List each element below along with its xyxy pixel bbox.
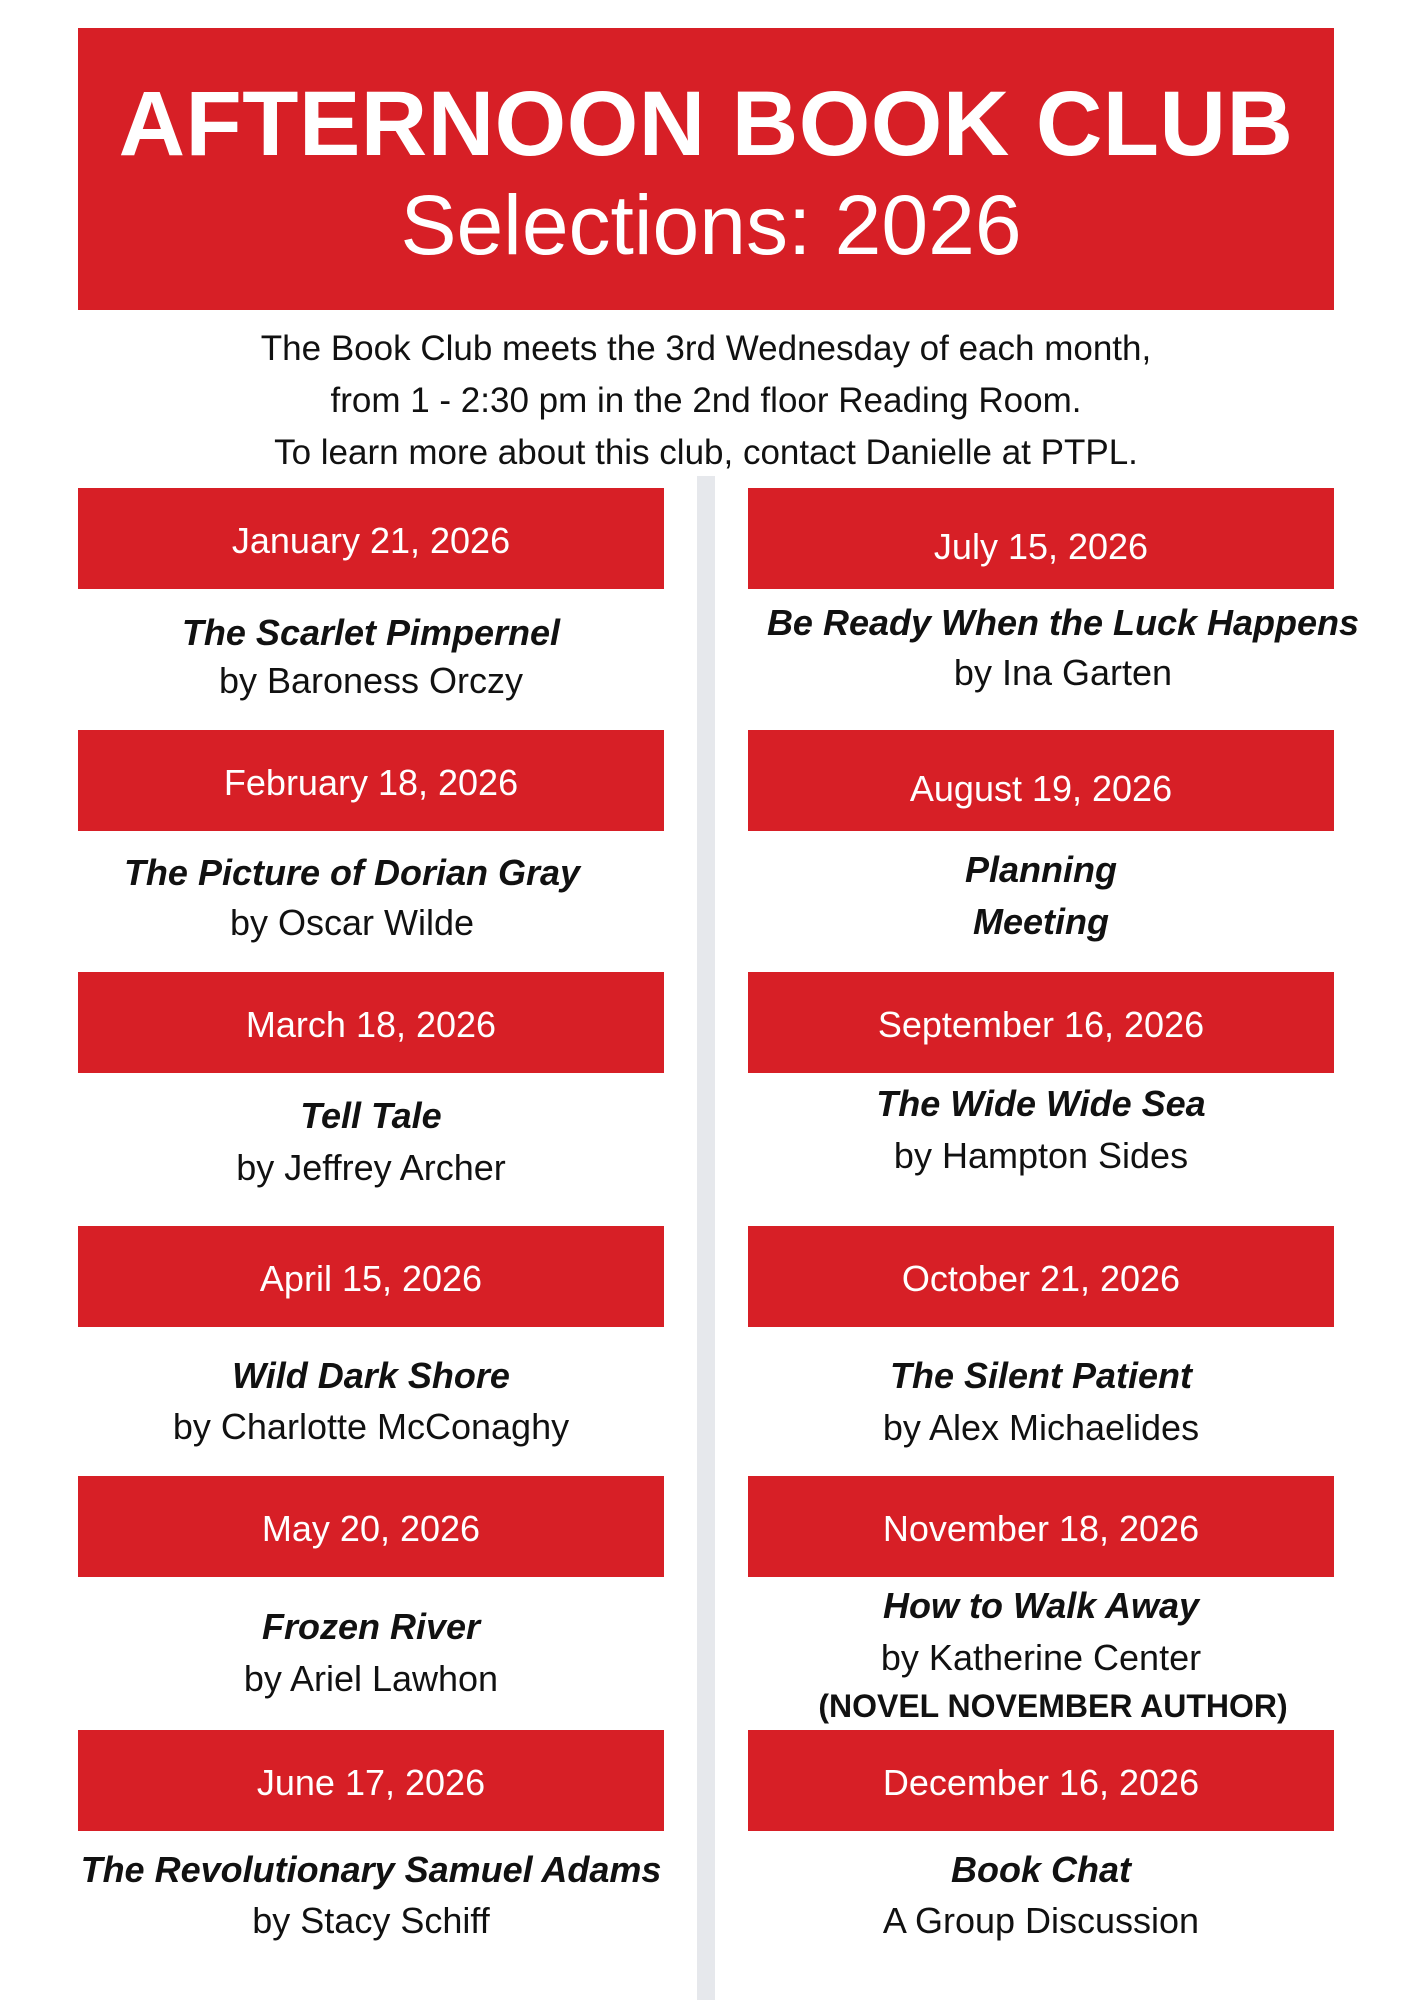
book-author: by Stacy Schiff xyxy=(252,1900,490,1941)
book-title: The Revolutionary Samuel Adams xyxy=(80,1849,662,1890)
book-author: by Charlotte McConaghy xyxy=(172,1406,570,1447)
book-title: Tell Tale xyxy=(300,1095,442,1136)
date-box-september xyxy=(748,972,1334,1073)
author-note: (NOVEL NOVEMBER AUTHOR) xyxy=(818,1688,1288,1724)
book-title: The Scarlet Pimpernel xyxy=(181,612,561,653)
book-author: by Baroness Orczy xyxy=(218,660,524,701)
date-box-december xyxy=(748,1730,1334,1831)
date-label: October 21, 2026 xyxy=(901,1258,1181,1299)
book-author: by Ina Garten xyxy=(953,652,1173,693)
date-box-may xyxy=(78,1476,664,1577)
intro-line-3: To learn more about this club, contact Danielle at PTPL. xyxy=(274,433,1138,472)
book-title: The Silent Patient xyxy=(889,1355,1193,1396)
book-author: by Hampton Sides xyxy=(893,1135,1189,1176)
date-label: June 17, 2026 xyxy=(256,1762,486,1803)
date-box-february xyxy=(78,730,664,831)
book-title: Wild Dark Shore xyxy=(232,1355,510,1396)
book-author: A Group Discussion xyxy=(882,1900,1200,1941)
date-label: February 18, 2026 xyxy=(223,762,519,803)
book-title-line-2: Meeting xyxy=(972,901,1109,942)
date-label: August 19, 2026 xyxy=(909,768,1173,809)
date-label: September 16, 2026 xyxy=(877,1004,1205,1045)
date-label: January 21, 2026 xyxy=(231,520,511,561)
date-label: April 15, 2026 xyxy=(259,1258,483,1299)
date-box-january xyxy=(78,488,664,589)
date-box-november xyxy=(748,1476,1334,1577)
intro-text xyxy=(78,323,1334,479)
date-label: March 18, 2026 xyxy=(245,1004,497,1045)
date-label: December 16, 2026 xyxy=(882,1762,1200,1803)
book-title: The Picture of Dorian Gray xyxy=(123,852,581,893)
date-label: July 15, 2026 xyxy=(933,526,1149,567)
date-box-june xyxy=(78,1730,664,1831)
book-author: by Jeffrey Archer xyxy=(236,1147,506,1188)
intro-line-2: from 1 - 2:30 pm in the 2nd floor Reading Room. xyxy=(330,381,1082,420)
intro-line-1: The Book Club meets the 3rd Wednesday of each month, xyxy=(260,329,1152,368)
book-title-line-1: Planning xyxy=(965,849,1117,890)
book-author: by Ariel Lawhon xyxy=(243,1658,499,1699)
book-title: The Wide Wide Sea xyxy=(876,1083,1206,1124)
column-divider xyxy=(697,476,715,2000)
date-label: May 20, 2026 xyxy=(261,1508,481,1549)
date-label: November 18, 2026 xyxy=(882,1508,1200,1549)
book-author: by Oscar Wilde xyxy=(229,902,475,943)
book-title: Be Ready When the Luck Happens xyxy=(766,602,1360,643)
book-author: by Katherine Center xyxy=(880,1637,1202,1678)
header-banner xyxy=(78,28,1334,310)
book-title: Frozen River xyxy=(261,1606,481,1647)
page-title: AFTERNOON BOOK CLUB xyxy=(118,73,1294,175)
date-box-july xyxy=(748,488,1334,589)
book-author: by Alex Michaelides xyxy=(882,1407,1200,1448)
book-title: How to Walk Away xyxy=(882,1585,1200,1626)
date-box-october xyxy=(748,1226,1334,1327)
date-box-august xyxy=(748,730,1334,831)
book-title: Book Chat xyxy=(951,1849,1131,1890)
date-box-april xyxy=(78,1226,664,1327)
date-box-march xyxy=(78,972,664,1073)
page-subtitle: Selections: 2026 xyxy=(400,178,1022,272)
